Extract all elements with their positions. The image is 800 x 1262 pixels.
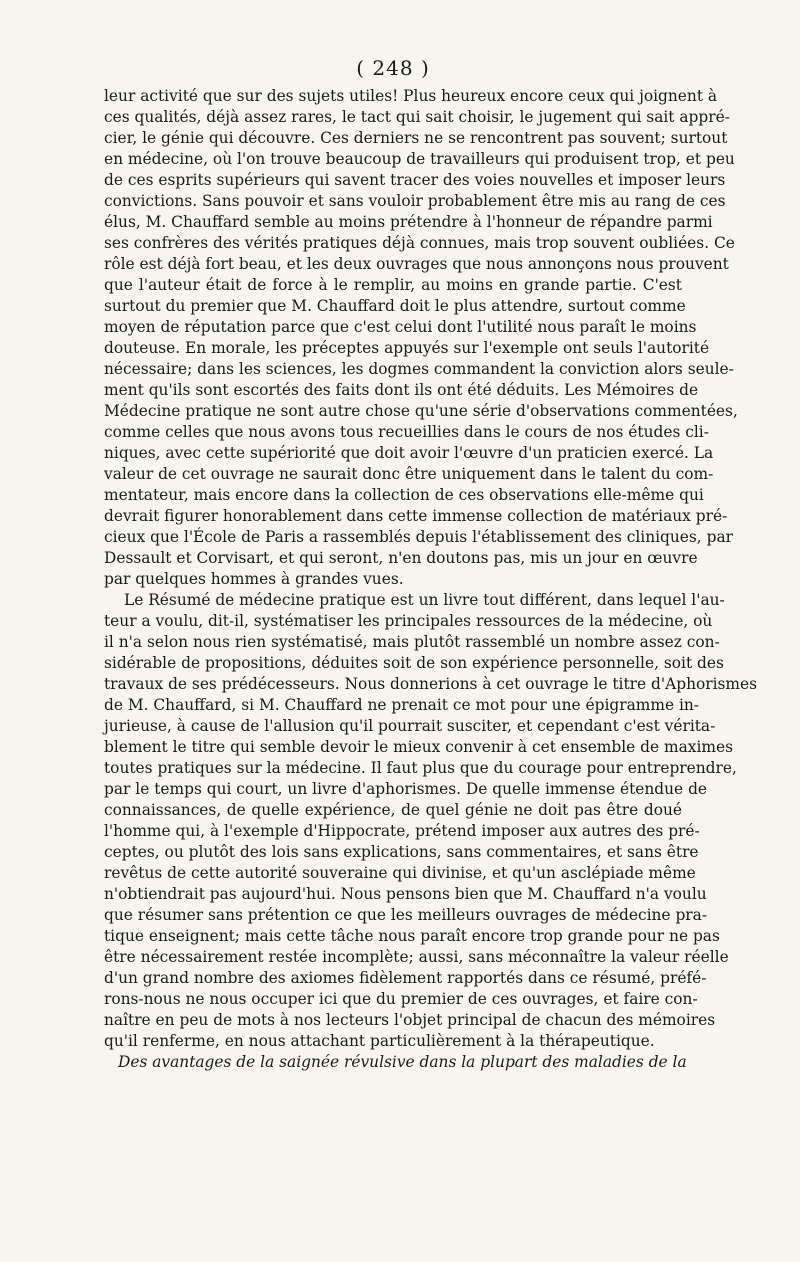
text-line: rôle est déjà fort beau, et les deux ouvrages que nous annonçons nous prouvent: [104, 255, 729, 273]
text-line: travaux de ses prédécesseurs. Nous donnerions à cet ouvrage le titre d'Aphorismes: [104, 675, 758, 693]
text-line: il n'a selon nous rien systématisé, mais plutôt rassemblé un nombre assez con-: [104, 633, 720, 651]
text-line: élus, M. Chauffard semble au moins prétendre à l'honneur de répandre parmi: [104, 213, 713, 231]
text-line: leur activité que sur des sujets utiles! Plus heureux encore ceux qui joignent à: [104, 87, 718, 105]
document-page: [104, 56, 758, 1073]
text-line: l'homme qui, à l'exemple d'Hippocrate, prétend imposer aux autres des pré-: [104, 822, 700, 840]
text-line: Le Résumé de médecine pratique est un livre tout différent, dans lequel l'au-: [124, 591, 725, 609]
text-line: cier, le génie qui découvre. Ces derniers ne se rencontrent pas souvent; surtout: [104, 129, 728, 147]
text-line: niques, avec cette supériorité que doit avoir l'œuvre d'un praticien exercé. La: [104, 444, 714, 462]
text-line: par quelques hommes à grandes vues.: [104, 570, 404, 588]
text-line: ses confrères des vérités pratiques déjà connues, mais trop souvent oubliées. Ce: [104, 234, 735, 252]
text-line: moyen de réputation parce que c'est celui dont l'utilité nous paraît le moins: [104, 318, 697, 336]
text-line: surtout du premier que M. Chauffard doit le plus attendre, surtout comme: [104, 297, 686, 315]
text-line: tique enseignent; mais cette tâche nous paraît encore trop grande pour ne pas: [104, 927, 720, 945]
section-heading-line: Des avantages de la saignée révulsive dans la plupart des maladies de la: [118, 1053, 687, 1071]
text-line: cieux que l'École de Paris a rassemblés depuis l'établissement des cliniques, par: [104, 528, 733, 546]
text-line: ces qualités, déjà assez rares, le tact qui sait choisir, le jugement qui sait appré-: [104, 108, 730, 126]
text-line: naître en peu de mots à nos lecteurs l'objet principal de chacun des mémoires: [104, 1011, 716, 1029]
text-line: valeur de cet ouvrage ne saurait donc être uniquement dans le talent du com-: [104, 465, 714, 483]
text-line: en médecine, où l'on trouve beaucoup de travailleurs qui produisent trop, et peu: [104, 150, 735, 168]
text-line: devrait figurer honorablement dans cette immense collection de matériaux pré-: [104, 507, 728, 525]
text-line: que résumer sans prétention ce que les meilleurs ouvrages de médecine pra-: [104, 906, 708, 924]
text-line: par le temps qui court, un livre d'aphorismes. De quelle immense étendue de: [104, 780, 708, 798]
text-line: ment qu'ils sont escortés des faits dont ils ont été déduits. Les Mémoires de: [104, 381, 699, 399]
text-line: revêtus de cette autorité souveraine qui divinise, et qu'un asclépiade même: [104, 864, 696, 882]
page-number: ( 248 ): [356, 56, 430, 80]
text-line: d'un grand nombre des axiomes fidèlement rapportés dans ce résumé, préfé-: [104, 969, 707, 987]
text-line: que l'auteur était de force à le remplir, au moins en grande partie. C'est: [104, 276, 682, 294]
text-line: qu'il renferme, en nous attachant particulièrement à la thérapeutique.: [104, 1032, 655, 1050]
text-line: ceptes, ou plutôt des lois sans explications, sans commentaires, et sans être: [104, 843, 699, 861]
text-line: connaissances, de quelle expérience, de quel génie ne doit pas être doué: [104, 801, 682, 819]
text-line: Dessault et Corvisart, et qui seront, n'en doutons pas, mis un jour en œuvre: [104, 549, 698, 567]
text-line: toutes pratiques sur la médecine. Il faut plus que du courage pour entreprendre,: [104, 759, 737, 777]
text-line: nécessaire; dans les sciences, les dogmes commandent la conviction alors seule-: [104, 360, 734, 378]
text-line: douteuse. En morale, les préceptes appuyés sur l'exemple ont seuls l'autorité: [104, 339, 710, 357]
text-line: blement le titre qui semble devoir le mieux convenir à cet ensemble de maximes: [104, 738, 734, 756]
text-line: de ces esprits supérieurs qui savent tracer des voies nouvelles et imposer leurs: [104, 171, 726, 189]
text-line: comme celles que nous avons tous recueillies dans le cours de nos études cli-: [104, 423, 709, 441]
text-line: sidérable de propositions, déduites soit de son expérience personnelle, soit des: [104, 654, 724, 672]
text-line: être nécessairement restée incomplète; aussi, sans méconnaître la valeur réelle: [104, 948, 729, 966]
text-line: rons-nous ne nous occuper ici que du premier de ces ouvrages, et faire con-: [104, 990, 698, 1008]
text-line: jurieuse, à cause de l'allusion qu'il pourrait susciter, et cependant c'est vérita-: [104, 717, 716, 735]
text-line: Médecine pratique ne sont autre chose qu'une série d'observations commentées,: [104, 402, 738, 420]
text-line: teur a voulu, dit-il, systématiser les principales ressources de la médecine, où: [104, 612, 713, 630]
text-line: de M. Chauffard, si M. Chauffard ne prenait ce mot pour une épigramme in-: [104, 696, 699, 714]
body-text: [104, 86, 758, 1073]
text-line: n'obtiendrait pas aujourd'hui. Nous pensons bien que M. Chauffard n'a voulu: [104, 885, 707, 903]
text-line: convictions. Sans pouvoir et sans vouloir probablement être mis au rang de ces: [104, 192, 726, 210]
text-line: mentateur, mais encore dans la collection de ces observations elle-même qui: [104, 486, 704, 504]
